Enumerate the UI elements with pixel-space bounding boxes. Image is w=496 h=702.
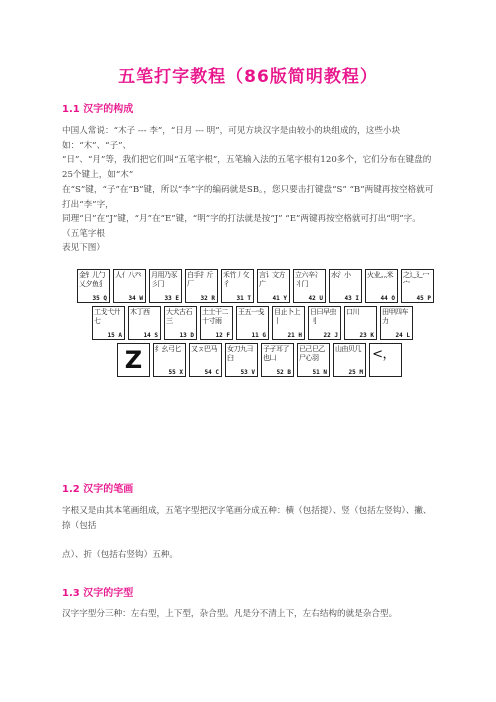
key-f: 土士干二十寸雨 12 F — [200, 306, 233, 340]
paragraph: 汉字字型分三种：左右型，上下型，杂合型。凡是分不清上下，左右结构的就是杂合型。 — [62, 609, 398, 619]
key-b: 子孑耳了也凵 52 B — [261, 343, 294, 377]
key-c: 又ㄡ巴马 54 C — [189, 343, 222, 377]
key-x: 纟幺弓匕 55 X — [153, 343, 186, 377]
section-heading-2: 1.2 汉字的笔画 — [62, 484, 134, 495]
keyboard-row-1 — [77, 269, 434, 303]
key-m: 山由贝几 25 M — [333, 343, 366, 377]
paragraph: 在“S”键，“子”在“B”键，所以“李”字的编码就是SB。，您只要击打键盘“S” “B”两键再按空格就可打出“李”字， — [62, 185, 434, 210]
key-i: 水氵小 43 I — [329, 269, 362, 303]
key-h: 目止卜上丨 21 H — [272, 306, 305, 340]
key-z: Z — [117, 343, 150, 377]
keyboard-row-3 — [117, 343, 434, 377]
key-l: 田甲四车力 24 L — [380, 306, 413, 340]
section-heading-3: 1.3 汉字的字型 — [62, 588, 134, 599]
wubi-keyboard-diagram — [77, 269, 434, 380]
paragraph: “日”、“月”等，我们把它们叫“五笔字根”，五笔输入法的五笔字根有120多个，它们分布在键盘的25个键上，如“木” — [62, 155, 432, 180]
keyboard-row-2 — [92, 306, 434, 340]
key-s: 木丁西 14 S — [128, 306, 161, 340]
key-comma: <， — [369, 343, 402, 377]
key-q: 金钅儿勹乂夕鱼犭 35 Q — [77, 269, 110, 303]
key-u: 立六辛冫丬门 42 U — [293, 269, 326, 303]
paragraph: 点）、折（包括右竖钩）五种。 — [62, 550, 179, 560]
key-g: 王五一戋 11 G — [236, 306, 269, 340]
key-d: 大犬古石三 13 D — [164, 306, 197, 340]
key-j: 日曰早虫刂 22 J — [308, 306, 341, 340]
key-e: 月用乃豕彡冂 33 E — [149, 269, 182, 303]
key-k: 口川 23 K — [344, 306, 377, 340]
key-w: 人亻八癶 34 W — [113, 269, 146, 303]
section-heading-1: 1.1 汉字的构成 — [62, 104, 134, 115]
key-p: 之辶廴冖宀 45 P — [401, 269, 434, 303]
key-t: 禾竹丿攵彳 31 T — [221, 269, 254, 303]
key-a: 工戈弋廾七 15 A — [92, 306, 125, 340]
paragraph: 表见下图） — [62, 243, 105, 253]
paragraph: 同理“日”在“J”键，“月”在“E”键，“明”字的打法就是按“J” “E”两键再按空格就可打出“明”字。 （五笔字根 — [62, 214, 421, 239]
page-title: 五笔打字教程（86版简明教程） — [118, 67, 378, 87]
key-n: 已己巳乙尸心羽 51 N — [297, 343, 330, 377]
paragraph: 中国人常说：“木子 --- 李”，“日月 --- 明”，可见方块汉字是由较小的块组成的，这些小块如：“木”、“子”、 — [62, 126, 401, 151]
key-o: 火业灬米 44 O — [365, 269, 398, 303]
key-r: 白手扌斤厂 32 R — [185, 269, 218, 303]
paragraph: 字根又是由其本笔画组成，五笔字型把汉字笔画分成五种：横（包括提）、竖（包括左竖钩）、撇、捺（包括 — [62, 506, 432, 531]
key-y: 言讠文方广 41 Y — [257, 269, 290, 303]
key-v: 女刀九彐臼 53 V — [225, 343, 258, 377]
